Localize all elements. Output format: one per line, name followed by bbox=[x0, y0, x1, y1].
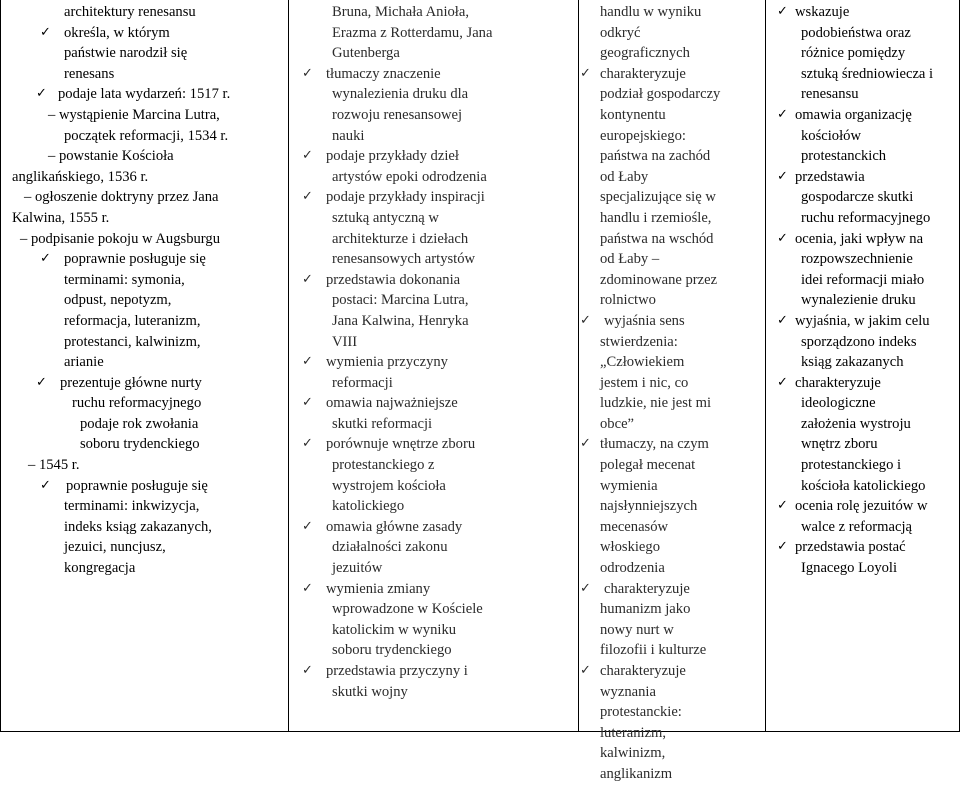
line-text: humanizm jako bbox=[600, 601, 691, 618]
text-line bbox=[578, 723, 763, 744]
text-line bbox=[578, 476, 763, 497]
text-line bbox=[288, 620, 576, 641]
line-text: odpust, nepotyzm, bbox=[64, 292, 172, 309]
line-text: katolickiego bbox=[332, 498, 405, 515]
line-text: prezentuje główne nurty bbox=[60, 374, 202, 391]
table-column-4 bbox=[765, 0, 959, 733]
text-line bbox=[0, 208, 286, 229]
line-text: protestanckiego z bbox=[332, 457, 435, 474]
line-text: walce z reformacją bbox=[801, 518, 912, 535]
text-line bbox=[578, 702, 763, 723]
line-text: zdominowane przez bbox=[600, 271, 718, 288]
text-line bbox=[0, 476, 286, 497]
line-text: najsłynniejszych bbox=[600, 498, 698, 515]
line-text: początek reformacji, 1534 r. bbox=[64, 127, 229, 144]
text-line bbox=[0, 105, 286, 126]
line-text: mecenasów bbox=[600, 518, 669, 535]
checkmark-icon bbox=[36, 373, 47, 394]
line-text: specjalizujące się w bbox=[600, 189, 716, 206]
line-text: kalwinizm, bbox=[600, 745, 666, 762]
text-line bbox=[765, 249, 959, 270]
text-line bbox=[765, 23, 959, 44]
text-line bbox=[578, 167, 763, 188]
text-line bbox=[765, 84, 959, 105]
text-line bbox=[0, 332, 286, 353]
text-line bbox=[578, 558, 763, 579]
text-line bbox=[0, 126, 286, 147]
line-text: Gutenberga bbox=[332, 45, 400, 62]
line-text: anglikanizm bbox=[600, 765, 673, 782]
line-text: odkryć bbox=[600, 24, 641, 41]
line-text: protestanci, kalwinizm, bbox=[64, 333, 201, 350]
text-line bbox=[288, 332, 576, 353]
line-text: podaje przykłady dzieł bbox=[326, 148, 459, 165]
line-text: przedstawia dokonania bbox=[326, 271, 461, 288]
text-line bbox=[288, 682, 576, 703]
text-line bbox=[765, 455, 959, 476]
text-line bbox=[0, 146, 286, 167]
line-text: protestanckich bbox=[801, 148, 887, 165]
line-text: soboru trydenckiego bbox=[80, 436, 200, 453]
line-text: państwa na zachód bbox=[600, 148, 711, 165]
line-text: – podpisanie pokoju w Augsburgu bbox=[20, 230, 220, 247]
line-text: podział gospodarczy bbox=[600, 86, 721, 103]
text-line bbox=[765, 105, 959, 126]
line-text: kontynentu bbox=[600, 106, 666, 123]
line-text: podaje przykłady inspiracji bbox=[326, 189, 485, 206]
text-line bbox=[288, 84, 576, 105]
line-text: państwie narodził się bbox=[64, 45, 188, 62]
line-text: ocenia rolę jezuitów w bbox=[795, 498, 928, 515]
line-text: od Łaby – bbox=[600, 251, 660, 268]
text-line bbox=[578, 764, 763, 785]
line-text: reformacja, luteranizm, bbox=[64, 312, 201, 329]
text-line bbox=[578, 249, 763, 270]
text-line bbox=[765, 393, 959, 414]
text-line bbox=[765, 352, 959, 373]
text-line bbox=[0, 537, 286, 558]
line-text: wyjaśnia, w jakim celu bbox=[795, 312, 930, 329]
checkmark-icon bbox=[777, 537, 788, 558]
line-text: wynalezienie druku bbox=[801, 292, 916, 309]
line-text: charakteryzuje bbox=[604, 580, 690, 597]
line-text: przedstawia przyczyny i bbox=[326, 663, 468, 679]
text-line bbox=[288, 270, 576, 291]
text-line bbox=[288, 167, 576, 188]
text-line bbox=[288, 146, 576, 167]
text-line bbox=[288, 290, 576, 311]
text-line bbox=[578, 84, 763, 105]
line-text: renesansowych artystów bbox=[332, 251, 476, 268]
text-line bbox=[288, 599, 576, 620]
line-text: architektury renesansu bbox=[64, 4, 196, 20]
line-text: kościołów bbox=[801, 127, 861, 144]
text-line bbox=[765, 476, 959, 497]
text-line bbox=[0, 373, 286, 394]
line-text: rolnictwo bbox=[600, 292, 656, 309]
line-text: wskazuje bbox=[795, 4, 850, 20]
checkmark-icon bbox=[777, 2, 788, 23]
line-text: – powstanie Kościoła bbox=[48, 148, 174, 165]
line-text: porównuje wnętrze zboru bbox=[326, 436, 476, 453]
text-line bbox=[0, 434, 286, 455]
text-line bbox=[765, 332, 959, 353]
checkmark-icon bbox=[302, 393, 313, 414]
text-line bbox=[0, 2, 286, 23]
text-line bbox=[765, 517, 959, 538]
text-line bbox=[288, 23, 576, 44]
text-line bbox=[765, 373, 959, 394]
text-line bbox=[0, 290, 286, 311]
line-text: architekturze i dziełach bbox=[332, 230, 469, 247]
line-text: renesans bbox=[64, 65, 115, 82]
text-line bbox=[288, 249, 576, 270]
text-line bbox=[578, 332, 763, 353]
line-text: ruchu reformacyjnego bbox=[72, 395, 202, 412]
text-line bbox=[578, 373, 763, 394]
text-line bbox=[578, 311, 763, 332]
line-text: nauki bbox=[332, 127, 365, 144]
text-line bbox=[288, 64, 576, 85]
line-text: państwa na wschód bbox=[600, 230, 714, 247]
line-text: rozwoju renesansowej bbox=[332, 106, 463, 123]
checkmark-icon bbox=[40, 249, 51, 270]
text-line bbox=[288, 434, 576, 455]
text-line bbox=[578, 661, 763, 682]
line-text: wyznania bbox=[600, 683, 656, 700]
text-line bbox=[0, 187, 286, 208]
line-text: arianie bbox=[64, 354, 104, 371]
line-text: jestem i nic, co bbox=[600, 374, 689, 391]
line-text: wymienia bbox=[600, 477, 658, 494]
text-line bbox=[0, 352, 286, 373]
text-line bbox=[288, 187, 576, 208]
line-text: działalności zakonu bbox=[332, 539, 448, 556]
text-line bbox=[0, 517, 286, 538]
text-line bbox=[578, 105, 763, 126]
line-text: renesansu bbox=[801, 86, 859, 103]
text-line bbox=[288, 208, 576, 229]
checkmark-icon bbox=[302, 146, 313, 167]
text-line bbox=[0, 43, 286, 64]
line-text: handlu i rzemiośle, bbox=[600, 209, 712, 226]
line-text: nowy nurt w bbox=[600, 621, 674, 638]
checkmark-icon bbox=[777, 167, 788, 188]
line-text: reformacji bbox=[332, 374, 393, 391]
text-line bbox=[765, 208, 959, 229]
line-text: stwierdzenia: bbox=[600, 333, 678, 350]
text-line bbox=[578, 517, 763, 538]
line-text: przedstawia postać bbox=[795, 539, 906, 556]
line-text: ideologiczne bbox=[801, 395, 876, 412]
text-line bbox=[0, 64, 286, 85]
line-text: protestanckie: bbox=[600, 704, 682, 721]
line-text: wymienia przyczyny bbox=[326, 354, 448, 371]
checkmark-icon bbox=[580, 311, 591, 332]
line-text: Jana Kalwina, Henryka bbox=[332, 312, 469, 329]
line-text: geograficznych bbox=[600, 45, 690, 62]
text-line bbox=[0, 455, 286, 476]
line-text: poprawnie posługuje się bbox=[64, 251, 206, 268]
line-text: wystrojem kościoła bbox=[332, 477, 446, 494]
line-text: włoskiego bbox=[600, 539, 660, 556]
checkmark-icon bbox=[777, 229, 788, 250]
line-text: skutki reformacji bbox=[332, 415, 433, 432]
text-line bbox=[578, 23, 763, 44]
checkmark-icon bbox=[580, 434, 591, 455]
text-line bbox=[288, 373, 576, 394]
text-line bbox=[765, 146, 959, 167]
text-line bbox=[288, 537, 576, 558]
text-line bbox=[288, 414, 576, 435]
table-column-2 bbox=[288, 0, 576, 733]
text-line bbox=[765, 496, 959, 517]
checkmark-icon bbox=[40, 23, 51, 44]
line-text: – wystąpienie Marcina Lutra, bbox=[48, 106, 220, 123]
line-text: założenia wystroju bbox=[801, 415, 911, 432]
text-line bbox=[578, 599, 763, 620]
line-text: omawia główne zasady bbox=[326, 518, 463, 535]
text-line bbox=[288, 352, 576, 373]
text-line bbox=[288, 579, 576, 600]
line-text: soboru trydenckiego bbox=[332, 642, 452, 659]
line-text: artystów epoki odrodzenia bbox=[332, 168, 487, 185]
line-text: „Człowiekiem bbox=[600, 354, 685, 371]
line-text: VIII bbox=[332, 333, 358, 350]
checkmark-icon bbox=[302, 579, 313, 600]
line-text: idei reformacji miało bbox=[801, 271, 925, 288]
checkmark-icon bbox=[777, 496, 788, 517]
text-line bbox=[578, 434, 763, 455]
text-line bbox=[578, 126, 763, 147]
checkmark-icon bbox=[302, 64, 313, 85]
line-text: terminami: inkwizycja, bbox=[64, 498, 200, 515]
line-text: wymienia zmiany bbox=[326, 580, 431, 597]
table-column-1 bbox=[0, 0, 286, 733]
line-text: Bruna, Michała Anioła, bbox=[332, 4, 469, 20]
line-text: kongregacja bbox=[64, 560, 136, 577]
text-line bbox=[765, 43, 959, 64]
text-line bbox=[288, 661, 576, 682]
line-text: europejskiego: bbox=[600, 127, 686, 144]
text-line bbox=[578, 352, 763, 373]
line-text: gospodarcze skutki bbox=[801, 189, 914, 206]
checkmark-icon bbox=[302, 517, 313, 538]
line-text: od Łaby bbox=[600, 168, 649, 185]
checkmark-icon bbox=[580, 661, 591, 682]
line-text: określa, w którym bbox=[64, 24, 170, 41]
line-text: polegał mecenat bbox=[600, 457, 696, 474]
text-line bbox=[0, 249, 286, 270]
line-text: postaci: Marcina Lutra, bbox=[332, 292, 469, 309]
text-line bbox=[578, 682, 763, 703]
text-line bbox=[765, 537, 959, 558]
checkmark-icon bbox=[777, 373, 788, 394]
text-line bbox=[0, 270, 286, 291]
line-text: kościoła katolickiego bbox=[801, 477, 926, 494]
text-line bbox=[578, 579, 763, 600]
checkmark-icon bbox=[777, 105, 788, 126]
text-line bbox=[288, 105, 576, 126]
line-text: odrodzenia bbox=[600, 560, 665, 577]
checkmark-icon bbox=[302, 187, 313, 208]
line-text: charakteryzuje bbox=[600, 663, 686, 679]
text-line bbox=[765, 414, 959, 435]
text-line bbox=[765, 167, 959, 188]
line-text: charakteryzuje bbox=[795, 374, 881, 391]
line-text: poprawnie posługuje się bbox=[66, 477, 208, 494]
text-line bbox=[765, 270, 959, 291]
line-text: protestanckiego i bbox=[801, 457, 902, 474]
text-line bbox=[288, 496, 576, 517]
text-line bbox=[765, 187, 959, 208]
line-text: ocenia, jaki wpływ na bbox=[795, 230, 924, 247]
line-text: ksiąg zakazanych bbox=[801, 354, 904, 371]
checkmark-icon bbox=[36, 84, 47, 105]
text-line bbox=[0, 167, 286, 188]
line-text: skutki wojny bbox=[332, 683, 408, 700]
line-text: sztuką antyczną w bbox=[332, 209, 439, 226]
line-text: katolickim w wyniku bbox=[332, 621, 457, 638]
text-line bbox=[578, 229, 763, 250]
text-line bbox=[288, 640, 576, 661]
line-text: Ignacego Loyoli bbox=[801, 560, 898, 577]
text-line bbox=[765, 2, 959, 23]
text-line bbox=[765, 290, 959, 311]
text-line bbox=[0, 496, 286, 517]
text-line bbox=[0, 414, 286, 435]
text-line bbox=[0, 558, 286, 579]
line-text: wynalezienia druku dla bbox=[332, 86, 469, 103]
line-text: handlu w wyniku bbox=[600, 4, 702, 20]
text-line bbox=[578, 208, 763, 229]
line-text: przedstawia bbox=[795, 168, 865, 185]
line-text: Kalwina, 1555 r. bbox=[12, 209, 110, 226]
line-text: ruchu reformacyjnego bbox=[801, 209, 931, 226]
line-text: tłumaczy znaczenie bbox=[326, 65, 441, 82]
table-column-3 bbox=[578, 0, 763, 782]
line-text: omawia najważniejsze bbox=[326, 395, 458, 412]
text-line bbox=[765, 558, 959, 579]
line-text: różnice pomiędzy bbox=[801, 45, 906, 62]
line-text: tłumaczy, na czym bbox=[600, 436, 709, 453]
line-text: omawia organizację bbox=[795, 106, 912, 123]
line-text: luteranizm, bbox=[600, 724, 667, 741]
text-line bbox=[288, 393, 576, 414]
text-line bbox=[288, 43, 576, 64]
line-text: wyjaśnia sens bbox=[604, 312, 685, 329]
text-line bbox=[765, 229, 959, 250]
text-line bbox=[288, 126, 576, 147]
text-line bbox=[288, 455, 576, 476]
line-text: podaje rok zwołania bbox=[80, 415, 199, 432]
line-text: jezuici, nuncjusz, bbox=[64, 539, 166, 556]
text-line bbox=[765, 126, 959, 147]
line-text: anglikańskiego, 1536 r. bbox=[12, 168, 149, 185]
text-line bbox=[578, 743, 763, 764]
text-line bbox=[578, 640, 763, 661]
checkmark-icon bbox=[777, 311, 788, 332]
text-line bbox=[288, 229, 576, 250]
text-line bbox=[0, 229, 286, 250]
checkmark-icon bbox=[302, 270, 313, 291]
text-line bbox=[765, 64, 959, 85]
line-text: – 1545 r. bbox=[28, 457, 80, 474]
line-text: wprowadzone w Kościele bbox=[332, 601, 483, 618]
text-line bbox=[578, 496, 763, 517]
text-line bbox=[288, 517, 576, 538]
text-line bbox=[765, 434, 959, 455]
line-text: charakteryzuje bbox=[600, 65, 686, 82]
checkmark-icon bbox=[580, 579, 591, 600]
text-line bbox=[0, 393, 286, 414]
text-line bbox=[765, 311, 959, 332]
text-line bbox=[578, 2, 763, 23]
text-line bbox=[288, 558, 576, 579]
text-line bbox=[578, 290, 763, 311]
line-text: podobieństwa oraz bbox=[801, 24, 911, 41]
line-text: – ogłoszenie doktryny przez Jana bbox=[24, 189, 219, 206]
text-line bbox=[578, 620, 763, 641]
text-line bbox=[288, 2, 576, 23]
text-line bbox=[0, 84, 286, 105]
text-line bbox=[578, 414, 763, 435]
checkmark-icon bbox=[302, 661, 313, 682]
line-text: wnętrz zboru bbox=[801, 436, 878, 453]
text-line bbox=[578, 537, 763, 558]
text-line bbox=[578, 146, 763, 167]
line-text: sporządzono indeks bbox=[801, 333, 917, 350]
checkmark-icon bbox=[302, 352, 313, 373]
text-line bbox=[578, 64, 763, 85]
line-text: indeks ksiąg zakazanych, bbox=[64, 518, 212, 535]
line-text: obce” bbox=[600, 415, 635, 432]
text-line bbox=[0, 311, 286, 332]
line-text: ludzkie, nie jest mi bbox=[600, 395, 712, 412]
text-line bbox=[578, 455, 763, 476]
line-text: filozofii i kulturze bbox=[600, 642, 707, 659]
text-line bbox=[0, 23, 286, 44]
checkmark-icon bbox=[580, 64, 591, 85]
text-line bbox=[578, 187, 763, 208]
line-text: terminami: symonia, bbox=[64, 271, 185, 288]
text-line bbox=[578, 270, 763, 291]
line-text: podaje lata wydarzeń: 1517 r. bbox=[58, 86, 231, 103]
text-line bbox=[578, 43, 763, 64]
line-text: Erazma z Rotterdamu, Jana bbox=[332, 24, 493, 41]
line-text: sztuką średniowiecza i bbox=[801, 65, 934, 82]
checkmark-icon bbox=[302, 434, 313, 455]
text-line bbox=[288, 311, 576, 332]
text-line bbox=[578, 393, 763, 414]
line-text: jezuitów bbox=[332, 560, 383, 577]
line-text: rozpowszechnienie bbox=[801, 251, 913, 268]
checkmark-icon bbox=[40, 476, 51, 497]
text-line bbox=[288, 476, 576, 497]
